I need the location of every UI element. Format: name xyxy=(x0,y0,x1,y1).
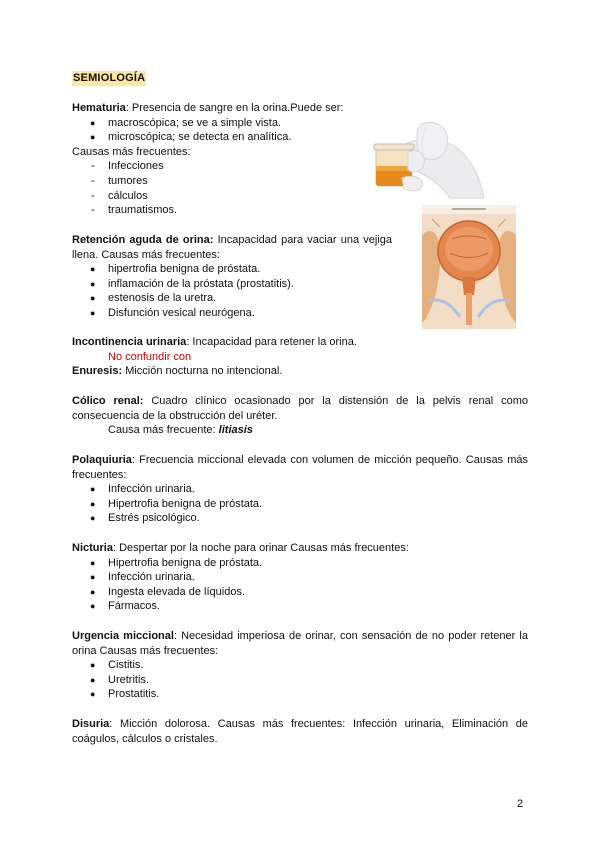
list-item: ● hipertrofia benigna de próstata. xyxy=(72,262,392,277)
colico-section xyxy=(72,394,528,438)
colico-definition: Cuadro clínico ocasionado por la distensión de la pelvis renal como consecuencia de la obstrucción del uréter. xyxy=(72,395,528,422)
hematuria-causes-list xyxy=(72,159,372,217)
list-item: ● inflamación de la próstata (prostatitis). xyxy=(72,277,392,292)
enuresis-definition: Micción nocturna no intencional. xyxy=(122,365,283,378)
enuresis-term: Enuresis: xyxy=(72,365,123,378)
urgencia-definition: : Necesidad imperiosa de orinar, con sensación de no poder retener la orina Causas más frecuentes: xyxy=(72,630,528,657)
nicturia-definition: : Despertar por la noche para orinar Causas más frecuentes: xyxy=(112,542,409,554)
incontinencia-definition: : Incapacidad para retener la orina. xyxy=(186,336,357,348)
polaquiuria-term: Polaquiuria xyxy=(72,454,132,466)
disuria-definition: : Micción dolorosa. Causas más frecuentes: Infección urinaria, Eliminación de coágulos, cálculos o cristales. xyxy=(72,718,528,745)
disuria-section xyxy=(72,717,528,746)
list-item: ● Infección urinaria. xyxy=(72,482,528,497)
list-item: ● Ingesta elevada de líquidos. xyxy=(72,585,528,600)
list-item: - Infecciones xyxy=(72,159,372,174)
list-item: ● estenosis de la uretra. xyxy=(72,291,392,306)
retencion-term: Retención aguda de orina: xyxy=(72,234,214,246)
retencion-section xyxy=(72,233,392,321)
page-title: SEMIOLOGÍA xyxy=(73,72,146,84)
hematuria-section xyxy=(72,101,372,218)
hematuria-types-list xyxy=(72,116,372,145)
list-item: - cálculos xyxy=(72,189,372,204)
page-number: 2 xyxy=(517,798,524,810)
list-item: ● Fármacos. xyxy=(72,599,528,614)
incontinencia-section xyxy=(72,335,528,379)
nicturia-term: Nicturia xyxy=(72,542,113,554)
retencion-causes-label: llena. Causas más frecuentes: xyxy=(72,248,220,261)
hematuria-definition: : Presencia de sangre en la orina.Puede ser: xyxy=(125,102,344,114)
hematuria-term: Hematuria xyxy=(72,102,126,114)
list-item: ● Infección urinaria. xyxy=(72,570,528,585)
retencion-causes-list xyxy=(72,262,392,320)
disuria-term: Disuria xyxy=(72,718,110,730)
polaquiuria-section xyxy=(72,453,528,526)
urgencia-causes-list xyxy=(72,658,528,702)
urgencia-section xyxy=(72,629,528,702)
colico-cause-label: Causa más frecuente: xyxy=(108,424,219,437)
urgencia-term: Urgencia miccional xyxy=(72,630,174,642)
polaquiuria-causes-list xyxy=(72,482,528,526)
list-item: ● Prostatitis. xyxy=(72,687,528,702)
colico-cause-value: litiasis xyxy=(218,424,253,437)
nicturia-causes-list xyxy=(72,556,528,614)
retencion-definition: Incapacidad para vaciar una vejiga xyxy=(213,234,392,246)
list-item: - traumatismos. xyxy=(72,203,372,218)
hematuria-causes-label: Causas más frecuentes: xyxy=(72,145,191,158)
nicturia-section xyxy=(72,541,528,614)
colico-term: Cólico renal: xyxy=(72,395,144,407)
urine-sample-image xyxy=(362,118,488,200)
list-item: ● Disfunción vesical neurógena. xyxy=(72,306,392,321)
list-item: - tumores xyxy=(72,174,372,189)
list-item: ● Hipertrofia benigna de próstata. xyxy=(72,497,528,512)
list-item: ● Estrés psicológico. xyxy=(72,511,528,526)
list-item: ● macroscópica; se ve a simple vista. xyxy=(72,116,372,131)
list-item: ● Cistitis. xyxy=(72,658,528,673)
list-item: ● Uretritis. xyxy=(72,673,528,688)
incontinencia-term: Incontinencia urinaria xyxy=(72,336,187,348)
list-item: ● Hipertrofia benigna de próstata. xyxy=(72,556,528,571)
polaquiuria-definition: : Frecuencia miccional elevada con volumen de micción pequeño. Causas más frecuentes: xyxy=(72,454,528,481)
incontinencia-warning: No confundir con xyxy=(108,350,192,363)
bladder-anatomy-image xyxy=(422,205,516,329)
list-item: ● microscópica; se detecta en analítica. xyxy=(72,130,372,145)
